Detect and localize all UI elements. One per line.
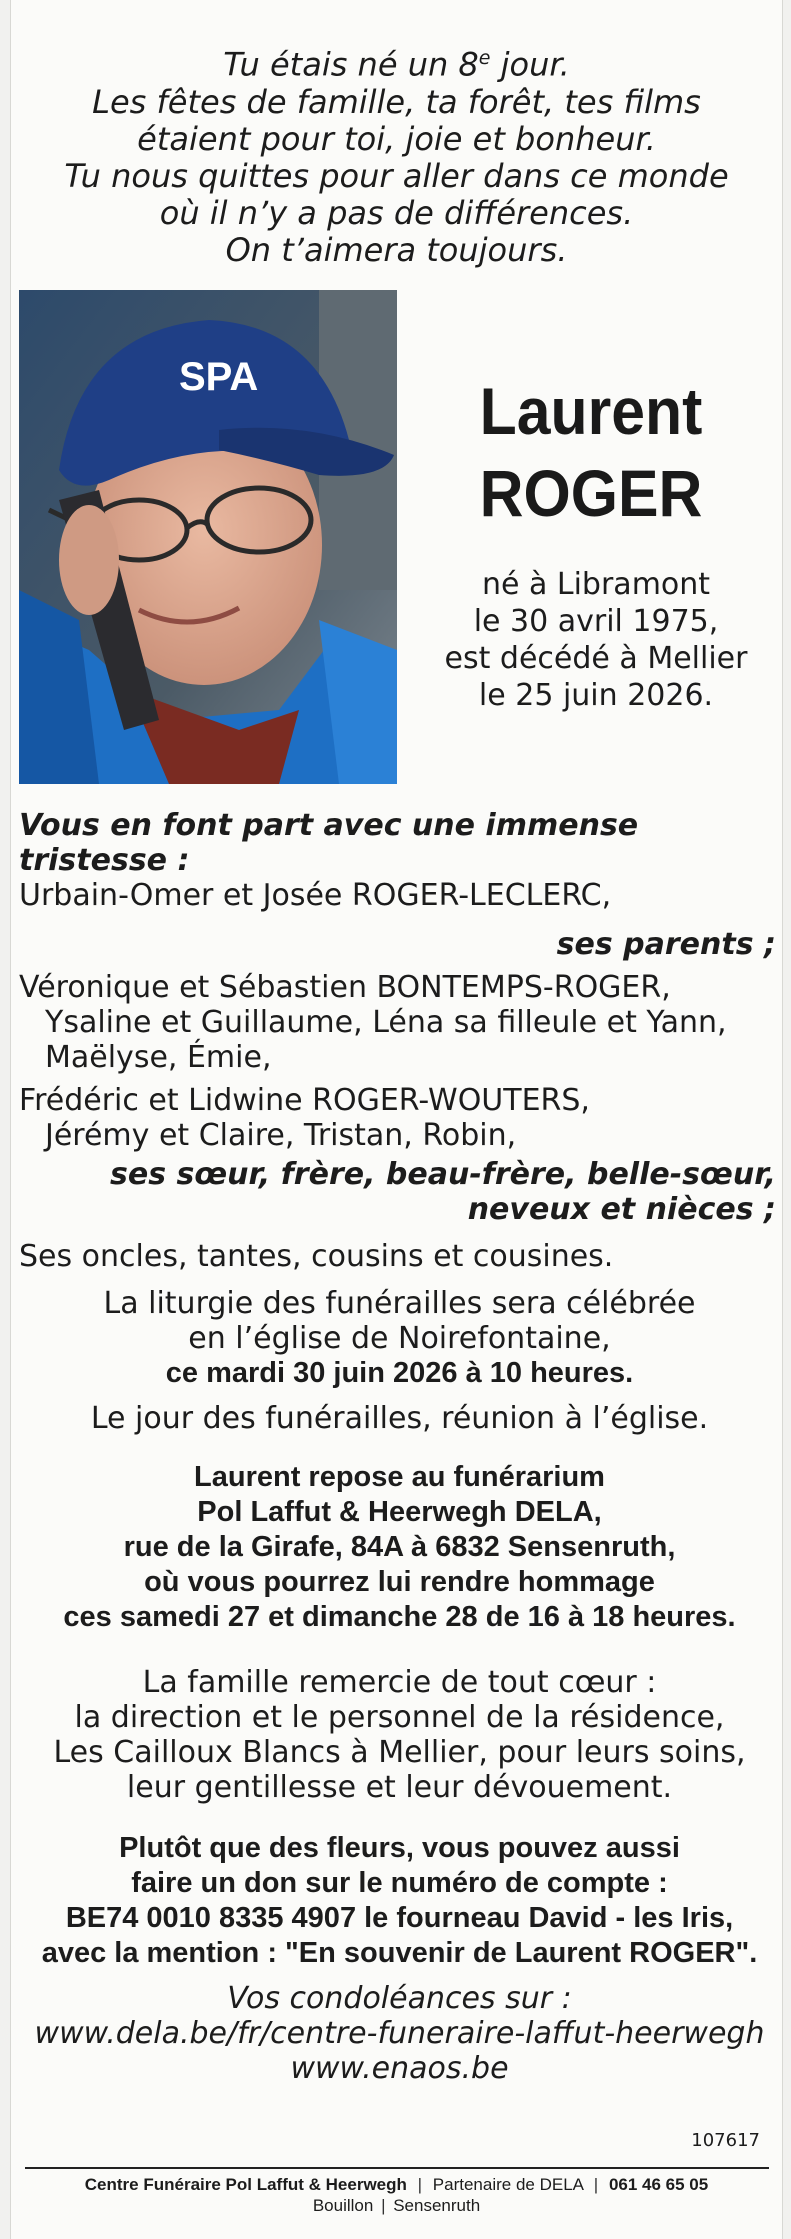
footer-phone: 061 46 65 05 bbox=[608, 2175, 709, 2194]
poem-line-4: Tu nous quittes pour aller dans ce monde bbox=[64, 156, 729, 195]
deceased-name bbox=[425, 370, 756, 534]
siblings-role-1: ses sœur, frère, beau-frère, belle-sœur, bbox=[109, 1157, 776, 1192]
condolences-label: Vos condoléances sur : bbox=[227, 1981, 572, 2016]
condolences-link-enaos[interactable]: www.enaos.be bbox=[290, 2051, 509, 2086]
poem-line-1-text: Tu étais né un 8 bbox=[223, 45, 479, 84]
footer-separator-3: | bbox=[381, 2196, 386, 2215]
footer-divider bbox=[25, 2167, 769, 2169]
first-name: Laurent bbox=[479, 374, 703, 448]
sibling-1-children-1: Ysaline et Guillaume, Léna sa filleule et Yann, bbox=[45, 1005, 727, 1040]
sibling-2-children: Jérémy et Claire, Tristan, Robin, bbox=[45, 1118, 517, 1153]
poem-line-6: On t’aimera toujours. bbox=[225, 230, 568, 269]
thanks-section bbox=[19, 1665, 780, 1805]
death-line-1: est décédé à Mellier bbox=[444, 641, 748, 676]
sibling-1-children-2: Maëlyse, Émie, bbox=[45, 1040, 272, 1075]
family-intro: Vous en font part avec une immense tristesse : bbox=[19, 808, 639, 878]
footer-location-2: Sensenruth bbox=[393, 2196, 481, 2215]
poem-line-3: étaient pour toi, joie et bonheur. bbox=[137, 119, 656, 158]
parents-role: ses parents ; bbox=[556, 927, 776, 962]
donation-line-2: faire un don sur le numéro de compte : bbox=[131, 1867, 668, 1899]
cap-logo-text: SPA bbox=[179, 355, 259, 399]
donation-account: BE74 0010 8335 4907 le fourneau David - les Iris, bbox=[65, 1902, 734, 1934]
visitation-line-3: rue de la Girafe, 84A à 6832 Sensenruth, bbox=[123, 1531, 676, 1563]
death-line-2: le 25 juin 2026. bbox=[478, 678, 714, 713]
obituary-body bbox=[19, 808, 780, 2086]
last-name: ROGER bbox=[479, 456, 703, 530]
thanks-line-2: la direction et le personnel de la résidence, bbox=[74, 1700, 725, 1735]
poem-line-1 bbox=[11, 40, 782, 84]
footer-separator-2: | bbox=[593, 2175, 599, 2194]
visitation-section bbox=[19, 1460, 780, 1635]
thanks-line-4: leur gentillesse et leur dévouement. bbox=[126, 1770, 673, 1805]
footer-partner: Partenaire de DELA bbox=[432, 2175, 584, 2194]
poem-line-2: Les fêtes de famille, ta forêt, tes films bbox=[92, 82, 701, 121]
condolences-section bbox=[19, 1981, 780, 2086]
birth-line-2: le 30 avril 1975, bbox=[473, 604, 719, 639]
thanks-line-1: La famille remercie de tout cœur : bbox=[142, 1665, 657, 1700]
poem-superscript: e bbox=[478, 47, 491, 69]
donation-mention: avec la mention : "En souvenir de Laurent ROGER". bbox=[41, 1937, 758, 1969]
visitation-line-4: où vous pourrez lui rendre hommage bbox=[144, 1566, 655, 1598]
other-relatives: Ses oncles, tantes, cousins et cousines. bbox=[19, 1239, 614, 1274]
visitation-line-2: Pol Laffut & Heerwegh DELA, bbox=[197, 1496, 602, 1528]
poem bbox=[11, 40, 782, 269]
thanks-line-3: Les Cailloux Blancs à Mellier, pour leurs soins, bbox=[53, 1735, 746, 1770]
footer-location-1: Bouillon bbox=[312, 2196, 374, 2215]
visitation-line-1: Laurent repose au funérarium bbox=[194, 1461, 605, 1493]
poem-line-1-end: jour. bbox=[490, 45, 570, 84]
funeral-date: ce mardi 30 juin 2026 à 10 heures. bbox=[165, 1357, 634, 1389]
poem-line-5: où il n’y a pas de différences. bbox=[159, 193, 634, 232]
condolences-link-dela[interactable]: www.dela.be/fr/centre-funeraire-laffut-heerwegh bbox=[34, 2016, 765, 2051]
visitation-line-5: ces samedi 27 et dimanche 28 de 16 à 18 heures. bbox=[63, 1601, 736, 1633]
portrait-photo bbox=[19, 290, 397, 784]
footer bbox=[11, 2174, 782, 2216]
sibling-1-names: Véronique et Sébastien BONTEMPS-ROGER, bbox=[19, 970, 671, 1005]
footer-separator-1: | bbox=[417, 2175, 423, 2194]
funeral-section bbox=[19, 1286, 780, 1436]
sibling-2-names: Frédéric et Lidwine ROGER-WOUTERS, bbox=[19, 1083, 590, 1118]
funeral-line-2: en l’église de Noirefontaine, bbox=[188, 1321, 611, 1356]
footer-company: Centre Funéraire Pol Laffut & Heerwegh bbox=[84, 2175, 407, 2194]
obituary-page bbox=[10, 0, 783, 2239]
birth-death-info bbox=[416, 566, 776, 714]
birth-line-1: né à Libramont bbox=[481, 567, 711, 602]
donation-section bbox=[19, 1831, 780, 1971]
reference-number: 107617 bbox=[691, 2130, 760, 2151]
funeral-line-1: La liturgie des funérailles sera célébrée bbox=[103, 1286, 696, 1321]
siblings-role-2: neveux et nièces ; bbox=[467, 1192, 776, 1227]
parents-names: Urbain-Omer et Josée ROGER-LECLERC, bbox=[19, 878, 612, 913]
portrait-illustration bbox=[19, 290, 397, 784]
donation-line-1: Plutôt que des fleurs, vous pouvez aussi bbox=[119, 1832, 680, 1864]
funeral-line-4: Le jour des funérailles, réunion à l’église. bbox=[90, 1401, 709, 1436]
